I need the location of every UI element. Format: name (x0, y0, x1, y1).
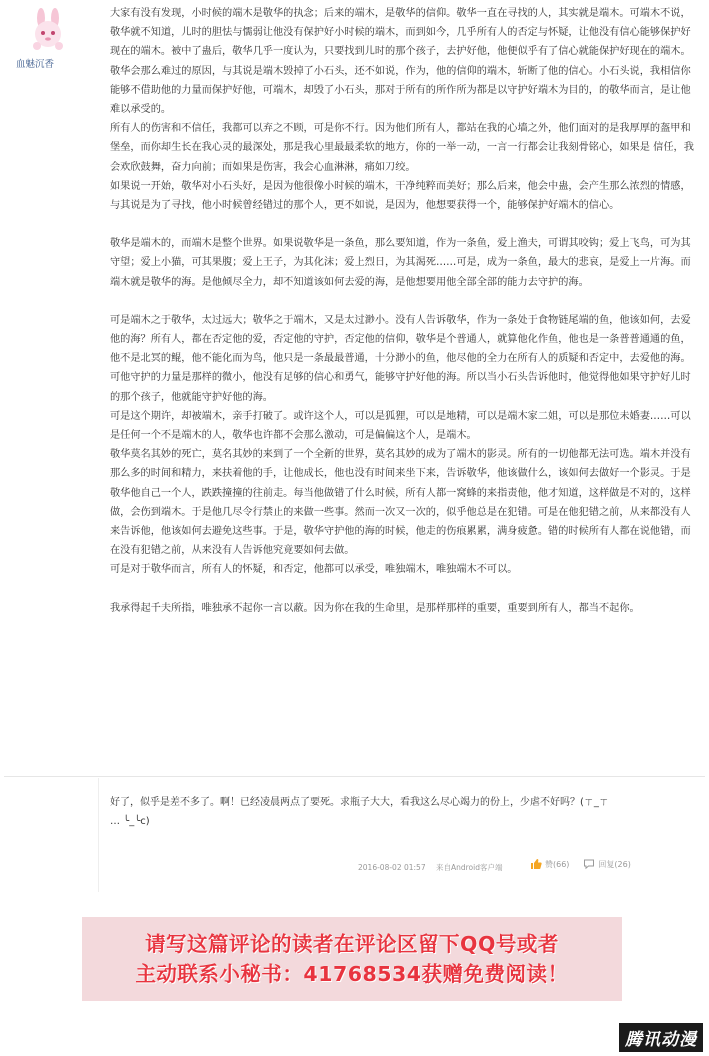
user-sidebar (0, 0, 98, 775)
divider (4, 776, 705, 777)
comment-text: 好了，似乎是差不多了。啊！已经凌晨两点了要死。求瓶子大大，看我这么尽心竭力的份上，少虐不好吗？(ㄒ_ㄒ … ╰_╰c) (110, 797, 609, 827)
comment-date: 2016-08-02 01:57 (358, 863, 426, 872)
paragraph-gap (110, 215, 698, 234)
reply-count: 回复(26) (598, 859, 631, 869)
post-paragraph: 可是这个期许，却被端木，亲手打破了。或许这个人，可以是狐狸，可以是地精，可以是端木家二姐，可以是那位未婚妻……可以是任何一个不是端木的人，敬华也许都不会那么激动，可是偏偏这个人，是端木。 (110, 410, 691, 442)
reply-button[interactable] (583, 858, 630, 870)
post-paragraph: 大家有没有发现，小时候的端木是敬华的执念；后来的端木，是敬华的信仰。敬华一直在寻找的人，其实就是端木。可端木不说，敬华就不知道，儿时的胆怯与懦弱让他没有保护好小时候的端木，而到如今，几乎所有人的否定与怀疑，让他没有信心能够保护好现在的端木。被中了蛊后，敬华几乎一度认为，只要找到儿时的那个孩子，去护好他，他便似乎有了信心就能保护好现在的端木。敬华会那么难过的原因，与其说是端木毁掉了小石头，还不如说，作为，他的信仰的端木，斩断了他的信心。小石头说，我相信你能够不借助他的力量而保护好他，可端木，却毁了小石头，那对于所有的所作所为都是以守护好端木为目的，的敬华而言，是让他难以承受的。 (110, 8, 691, 116)
post-paragraph: 所有人的伤害和不信任，我都可以弃之不顾，可是你不行。因为他们所有人，都站在我的心墙之外，他们面对的是我厚厚的盔甲和堡垒，而你却生长在我心灵的最深处，那是我心里最最柔软的地方，你的一举一动，一言一行都会让我刻骨铭心，如果是 信任，我会欢欣鼓舞，奋力向前；而如果是伤害，我会心血淋淋，痛如刀绞。 (110, 123, 694, 173)
post-paragraph: 可是端木之于敬华，太过远大；敬华之于端木，又是太过渺小。没有人告诉敬华，作为一条处于食物链尾端的鱼，他该如何，去爱他的海？所有人，都在否定他的爱，否定他的守护，否定他的信仰，敬华是个普通人，就算他化作鱼，他也是一条普普通通的鱼，他不是北冥的鲲，他不能化而为鸟，他只是一条最最普通，十分渺小的鱼，他尽他的全力在所有人的质疑和否定中，去爱他的海。可他守护的力量是那样的微小，他没有足够的信心和勇气，能够守护好他的海。所以当小石头告诉他时，他觉得他如果守护好儿时的那个孩子，他就能守护好他的海。 (110, 314, 691, 403)
promo-line-2: 主动联系小秘书：41768534获赠免费阅读！ (135, 962, 569, 986)
comment-meta (358, 862, 510, 873)
comment-actions (530, 858, 645, 870)
post-paragraph: 我承得起千夫所指，唯独承不起你一言以蔽。因为你在我的生命里，是那样那样的重要，重要到所有人，都当不起你。 (110, 602, 640, 614)
promo-banner (82, 917, 622, 1001)
post-paragraph: 可是对于敬华而言，所有人的怀疑，和否定，他都可以承受，唯独端木，唯独端木不可以。 (110, 564, 518, 576)
paragraph-gap (110, 292, 698, 311)
promo-line-1: 请写这篇评论的读者在评论区留下QQ号或者 (145, 932, 559, 956)
post-body (110, 4, 698, 618)
post-paragraph: 敬华是端木的，而端木是整个世界。如果说敬华是一条鱼，那么要知道，作为一条鱼，爱上渔夫，可谓其咬钩；爱上飞鸟，可为其守望；爱上小猫，可其果腹；爱上王子，为其化沫；爱上烈日，为其渴死……可是，成为一条鱼，最大的悲哀，是爱上一片海。而端木就是敬华的海。是他倾尽全力，却不知道该如何去爱的海，是他想要用他全部全部的能力去守护的海。 (110, 238, 691, 288)
like-count: 赞(66) (545, 859, 570, 869)
like-button[interactable] (530, 858, 569, 870)
post-paragraph: 敬华莫名其妙的死亡，莫名其妙的来到了一个全新的世界，莫名其妙的成为了端木的影灵。所有的一切他都无法可选。端木并没有那么多的时间和精力，来扶着他的手，让他成长，他也没有时间来坐下来，告诉敬华，他该做什么，该如何去做好一个影灵。于是敬华他自己一个人，跌跌撞撞的往前走。每当他做错了什么时候，所有人都一窝蜂的来指责他，他才知道，这样做是不对的，这样做，会伤到端木。于是他几尽令行禁止的来做一些事。然而一次又一次的，似乎他总是在犯错。可是在他犯错之前，从来都没有人来告诉他，他该如何去避免这些事。于是，敬华守护他的海的时候，他走的伤痕累累，满身疲惫。错的时候所有人都在说他错，而在没有犯错之前，从来没有人告诉他究竟要如何去做。 (110, 449, 691, 557)
username[interactable]: 血魅沉香 (16, 59, 55, 70)
reply-bubble-icon (583, 858, 595, 870)
avatar-bunny-icon (24, 6, 72, 54)
thumbs-up-icon (530, 858, 542, 870)
comment-sidebar (4, 778, 99, 892)
avatar[interactable] (24, 6, 72, 54)
post-paragraph: 如果说一开始，敬华对小石头好，是因为他很像小时候的端木，干净纯粹而美好；那么后来，他会中蛊，会产生那么浓烈的情感，与其说是为了寻找，他小时候曾经错过的那个人，更不如说，是因为，他想要获得一个，能够保护好端木的信心。 (110, 180, 691, 212)
tencent-comic-logo: 腾讯动漫 (619, 1023, 703, 1052)
comment-source[interactable]: 来自Android客户端 (435, 863, 503, 872)
paragraph-gap (110, 580, 698, 599)
